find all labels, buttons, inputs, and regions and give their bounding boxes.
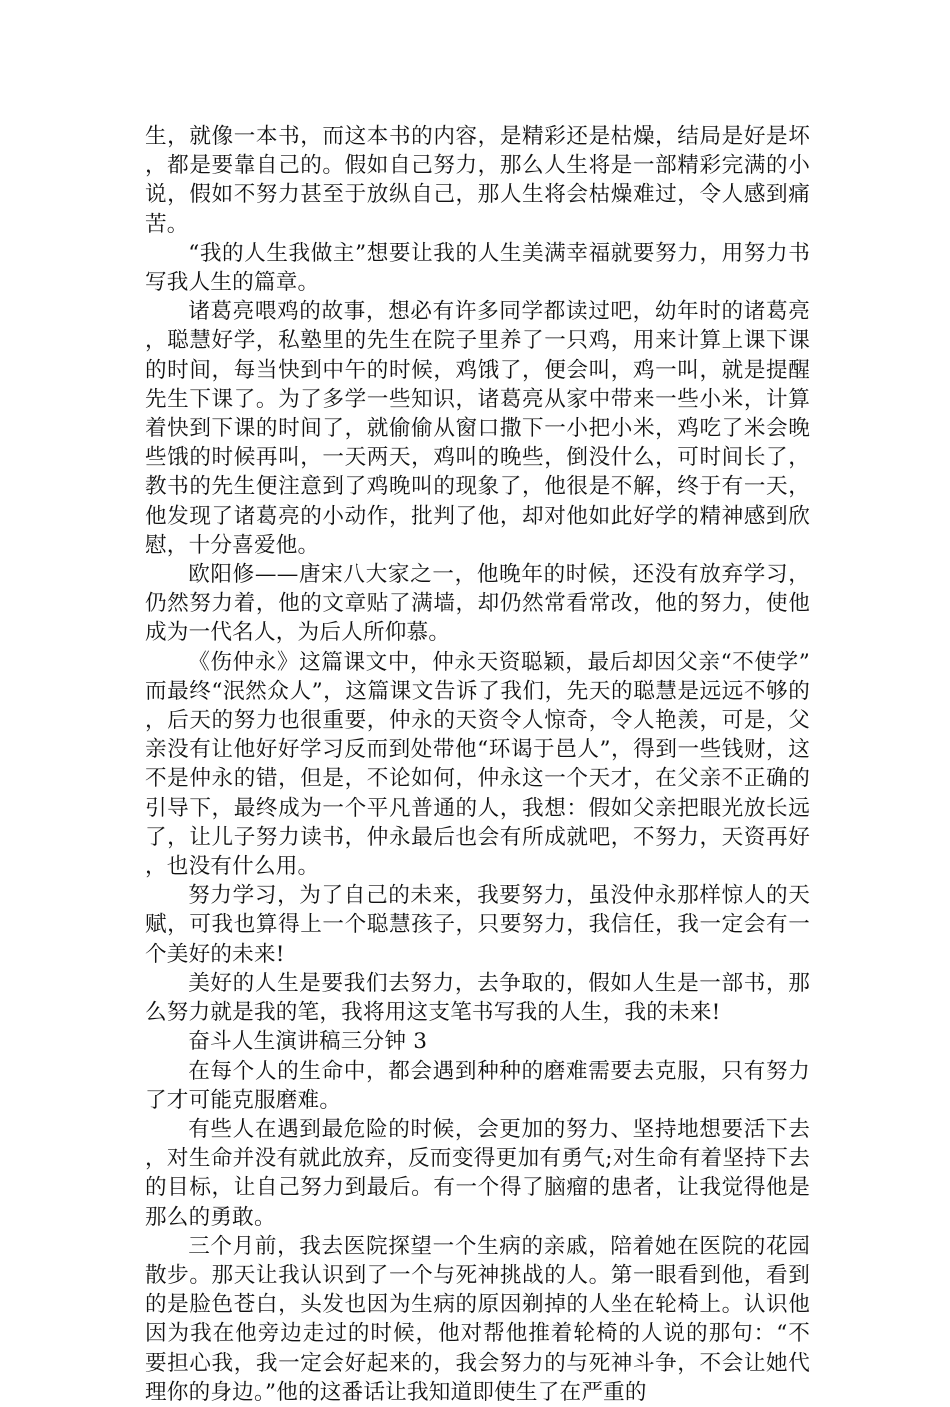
paragraph-3: 诸葛亮喂鸡的故事，想必有许多同学都读过吧，幼年时的诸葛亮，聪慧好学，私塾里的先生在院子里养了一只鸡，用来计算上课下课的时间，每当快到中午的时候，鸡饿了，便会叫，鸡一叫，就是提醒先生下课了。为了多学一些知识，诸葛亮从家中带来一些小米，计算着快到下课的时间了，就偷偷从窗口撒下一小把小米，鸡吃了米会晚些饿的时候再叫，一天两天，鸡叫的晚些，倒没什么，可时间长了，教书的先生便注意到了鸡晚叫的现象了，他很是不解，终于有一天，他发现了诸葛亮的小动作，批判了他，却对他如此好学的精神感到欣慰，十分喜爱他。 xyxy=(145,299,810,558)
paragraph-9: 有些人在遇到最危险的时候，会更加的努力、坚持地想要活下去，对生命并没有就此放弃，反而变得更加有勇气;对生命有着坚持下去的目标，让自己努力到最后。有一个得了脑瘤的患者，让我觉得他是那么的勇敢。 xyxy=(145,1116,810,1230)
paragraph-8: 在每个人的生命中，都会遇到种种的磨难需要去克服，只有努力了才可能克服磨难。 xyxy=(145,1058,810,1113)
paragraph-2: “我的人生我做主”想要让我的人生美满幸福就要努力，用努力书写我人生的篇章。 xyxy=(145,240,810,296)
paragraph-4: 欧阳修——唐宋八大家之一，他晚年的时候，还没有放弃学习，仍然努力着，他的文章贴了满墙，却仍然常看常改，他的努力，使他成为一代名人，为后人所仰慕。 xyxy=(145,562,810,646)
paragraph-5: 《伤仲永》这篇课文中，仲永天资聪颖，最后却因父亲“不使学”而最终“泯然众人”，这篇课文告诉了我们，先天的聪慧是远远不够的，后天的努力也很重要，仲永的天资令人惊奇，令人艳羡，可是，父亲没有让他好好学习反而到处带他“环谒于邑人”，得到一些钱财，这不是仲永的错，但是，不论如何，仲永这一个天才，在父亲不正确的引导下，最终成为一个平凡普通的人，我想：假如父亲把眼光放长远了，让儿子努力读书，仲永最后也会有所成就吧，不努力，天资再好，也没有什么用。 xyxy=(145,649,810,880)
paragraph-1: 生，就像一本书，而这本书的内容，是精彩还是枯燥，结局是好是坏，都是要靠自己的。假如自己努力，那么人生将是一部精彩完满的小说，假如不努力甚至于放纵自己，那人生将会枯燥难过，令人感到痛苦。 xyxy=(145,124,810,237)
paragraph-10: 三个月前，我去医院探望一个生病的亲戚，陪着她在医院的花园散步。那天让我认识到了一个与死神挑战的人。第一眼看到他，看到的是脸色苍白，头发也因为生病的原因剃掉的人坐在轮椅上。认识他因为我在他旁边走过的时候，他对帮他推着轮椅的人说的那句：“不要担心我，我一定会好起来的，我会努力的与死神斗争，不会让她代理你的身边。”他的这番话让我知道即使生了在严重的 xyxy=(145,1233,810,1405)
paragraph-7: 美好的人生是要我们去努力，去争取的，假如人生是一部书，那么努力就是我的笔，我将用这支笔书写我的人生，我的未来! xyxy=(145,970,810,1026)
paragraph-6: 努力学习，为了自己的未来，我要努力，虽没仲永那样惊人的天赋，可我也算得上一个聪慧孩子，只要努力，我信任，我一定会有一个美好的未来! xyxy=(145,883,810,967)
section-heading: 奋斗人生演讲稿三分钟 3 xyxy=(188,1029,428,1055)
document-body xyxy=(145,122,810,1407)
